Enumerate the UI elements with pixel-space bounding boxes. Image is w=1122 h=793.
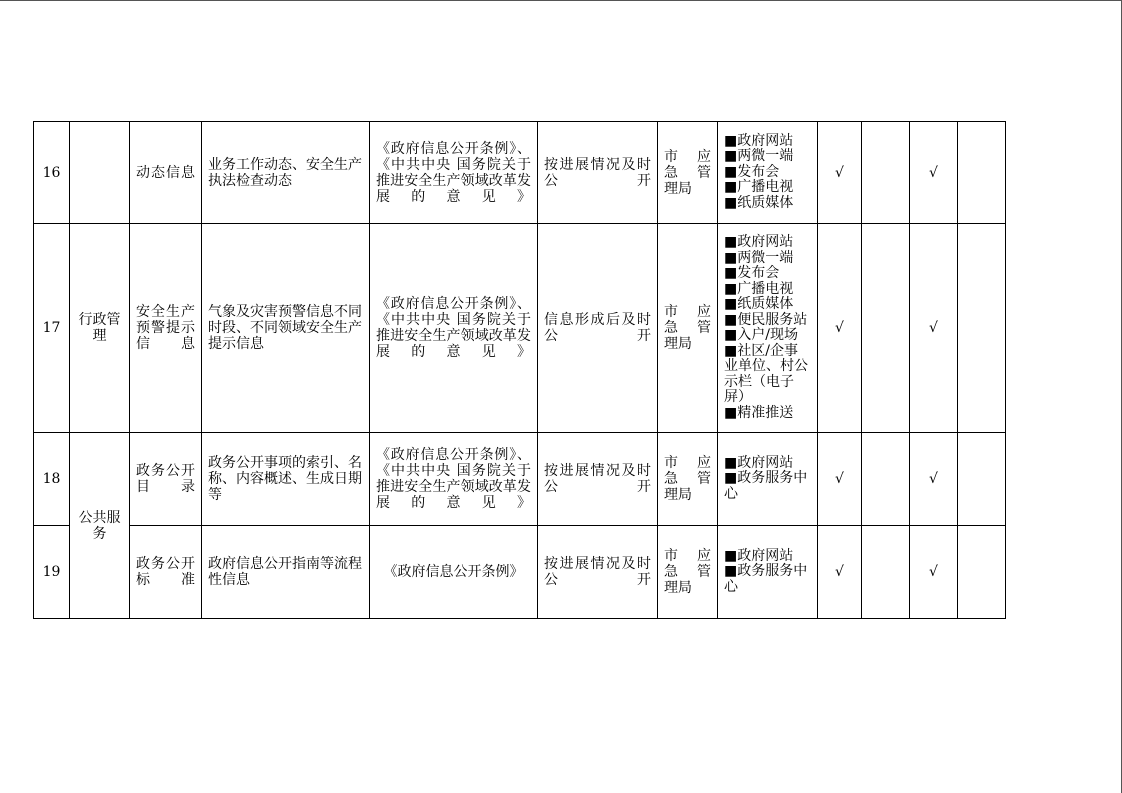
check-cell: √ [818, 122, 862, 224]
dept-char: 市 [664, 455, 678, 471]
channels-cell [718, 526, 818, 619]
content-cell: 政务公开事项的索引、名称、内容概述、生成日期等 [202, 433, 370, 526]
channels-cell [718, 433, 818, 526]
channel-item: ■社区/企事业单位、村公示栏（电子屏） [724, 342, 808, 405]
basis-cell: 《政府信息公开条例》、《中共中央 国务院关于推进安全生产领域改革发展的意见》 [370, 433, 538, 526]
content-cell: 气象及灾害预警信息不同时段、不同领域安全生产提示信息 [202, 224, 370, 433]
dept-char: 市 [664, 148, 678, 165]
basis-cell: 《政府信息公开条例》、《中共中央 国务院关于推进安全生产领域改革发展的意见》 [370, 122, 538, 224]
basis-cell: 《政府信息公开条例》、《中共中央 国务院关于推进安全生产领域改革发展的意见》 [370, 224, 538, 433]
channel-item: ■政务服务中心 [724, 470, 808, 502]
dept-char: 管 [697, 320, 711, 336]
channel-item: ■纸质媒体 [724, 296, 794, 312]
dept-char: 急 [664, 471, 678, 487]
channel-item: ■发布会 [724, 265, 780, 281]
timing-cell: 按进展情况及时公开 [538, 433, 658, 526]
row-number: 19 [34, 526, 70, 619]
department-cell [658, 224, 718, 433]
channels-cell [718, 122, 818, 224]
check-cell [862, 526, 910, 619]
check-cell [958, 433, 1006, 526]
channel-item: ■广播电视 [724, 179, 794, 196]
check-cell [958, 224, 1006, 433]
table-row [34, 526, 1006, 619]
dept-char: 应 [697, 148, 711, 165]
department-cell [658, 526, 718, 619]
item-name: 安全生产预警提示信息 [130, 224, 202, 433]
page-top-border [0, 0, 1122, 1]
item-name: 动态信息 [130, 122, 202, 224]
check-cell: √ [910, 122, 958, 224]
check-cell [862, 224, 910, 433]
check-cell [862, 122, 910, 224]
dept-char: 应 [697, 455, 711, 471]
row-number: 17 [34, 224, 70, 433]
channel-item: ■广播电视 [724, 280, 794, 297]
dept-char: 管 [697, 164, 711, 181]
channels-cell [718, 224, 818, 433]
channel-item: ■政府网站 [724, 234, 794, 250]
dept-char: 应 [697, 548, 711, 564]
channel-item: ■两微一端 [724, 148, 794, 165]
channel-item: ■政府网站 [724, 547, 794, 564]
channel-item: ■政务服务中心 [724, 563, 808, 595]
dept-char: 市 [664, 548, 678, 564]
category-cell: 行政管理 [70, 224, 130, 433]
department-cell [658, 433, 718, 526]
dept-char: 管 [697, 564, 711, 580]
check-cell: √ [910, 526, 958, 619]
item-name: 政务公开标准 [130, 526, 202, 619]
content-cell: 政府信息公开指南等流程性信息 [202, 526, 370, 619]
check-cell [958, 122, 1006, 224]
check-cell: √ [910, 433, 958, 526]
dept-char: 理局 [664, 336, 692, 352]
check-cell: √ [910, 224, 958, 433]
disclosure-table [33, 121, 1006, 619]
check-cell [862, 433, 910, 526]
table-row [34, 122, 1006, 224]
dept-char: 理局 [664, 180, 692, 197]
table-row [34, 224, 1006, 433]
check-cell: √ [818, 526, 862, 619]
row-number: 18 [34, 433, 70, 526]
dept-char: 应 [697, 304, 711, 320]
dept-char: 急 [664, 564, 678, 580]
channel-item: ■便民服务站 ■入户/现场 [724, 311, 808, 343]
row-number: 16 [34, 122, 70, 224]
content-cell: 业务工作动态、安全生产执法检查动态 [202, 122, 370, 224]
timing-cell: 按进展情况及时公开 [538, 122, 658, 224]
timing-cell: 信息形成后及时公开 [538, 224, 658, 433]
check-cell [958, 526, 1006, 619]
table-row [34, 433, 1006, 526]
dept-char: 市 [664, 304, 678, 320]
channel-item: ■政府网站 [724, 132, 794, 149]
dept-char: 理局 [664, 580, 692, 596]
channel-item: ■纸质媒体 [724, 194, 794, 211]
dept-char: 急 [664, 164, 678, 181]
dept-char: 管 [697, 471, 711, 487]
channel-item: ■政府网站 [724, 454, 794, 471]
channel-item: ■两微一端 [724, 249, 794, 266]
check-cell: √ [818, 433, 862, 526]
dept-char: 急 [664, 320, 678, 336]
category-cell [70, 122, 130, 224]
basis-cell: 《政府信息公开条例》 [370, 526, 538, 619]
channel-item: ■精准推送 [724, 404, 794, 421]
channel-item: ■发布会 [724, 163, 780, 180]
category-cell: 公共服务 [70, 433, 130, 619]
item-name: 政务公开目录 [130, 433, 202, 526]
check-cell: √ [818, 224, 862, 433]
dept-char: 理局 [664, 487, 692, 503]
department-cell [658, 122, 718, 224]
timing-cell: 按进展情况及时公开 [538, 526, 658, 619]
